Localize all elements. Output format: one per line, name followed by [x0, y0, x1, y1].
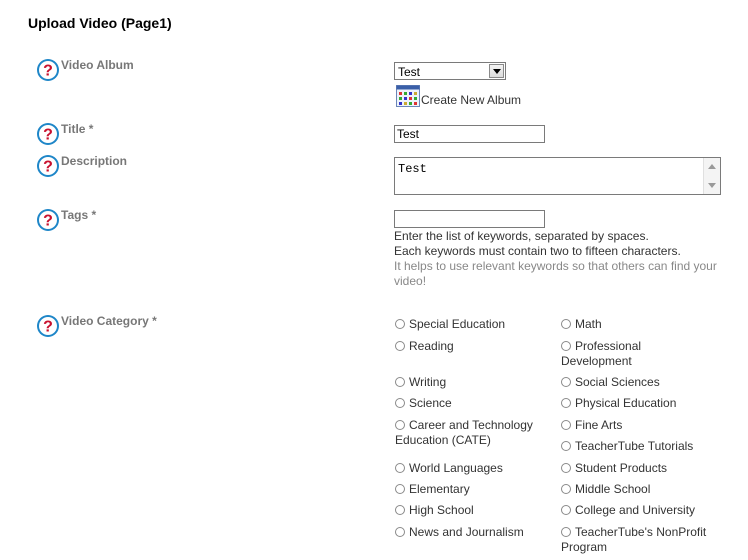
category-option[interactable]	[395, 461, 555, 476]
chevron-down-icon[interactable]	[489, 64, 504, 78]
category-option-label: Education (CATE)	[395, 433, 491, 447]
category-option-label: World Languages	[409, 461, 503, 475]
category-option[interactable]	[395, 503, 555, 518]
tags-hint-4: video!	[394, 274, 427, 288]
svg-text:?: ?	[43, 158, 53, 176]
radio-button[interactable]	[395, 319, 405, 329]
radio-button[interactable]	[561, 398, 571, 408]
tags-input[interactable]	[394, 210, 545, 228]
video-category-label: Video Category *	[61, 314, 157, 328]
description-textarea[interactable]	[394, 157, 721, 195]
svg-text:?: ?	[43, 62, 53, 80]
video-album-value: Test	[398, 65, 421, 79]
help-question-icon[interactable]	[36, 154, 60, 178]
category-option[interactable]	[395, 317, 555, 332]
category-option-label: Math	[575, 317, 602, 331]
category-option-label: News and Journalism	[409, 525, 524, 539]
radio-button[interactable]	[395, 377, 405, 387]
svg-text:?: ?	[43, 212, 53, 230]
radio-button[interactable]	[561, 484, 571, 494]
create-new-album-label: Create New Album	[421, 93, 522, 107]
textarea-scrollbar[interactable]	[703, 158, 720, 194]
category-option-label: High School	[409, 503, 474, 517]
tags-label: Tags *	[61, 208, 97, 222]
scroll-down-icon[interactable]	[708, 183, 716, 188]
category-option[interactable]	[561, 317, 721, 332]
category-option[interactable]	[561, 503, 721, 518]
category-option[interactable]	[395, 339, 555, 354]
category-option[interactable]	[395, 396, 555, 411]
help-question-icon[interactable]	[36, 122, 60, 146]
video-album-select[interactable]	[394, 62, 506, 80]
tags-hint-1: Enter the list of keywords, separated by spaces.	[394, 229, 649, 243]
category-option[interactable]	[395, 375, 555, 390]
radio-button[interactable]	[561, 505, 571, 515]
category-option[interactable]	[561, 396, 721, 411]
radio-button[interactable]	[561, 463, 571, 473]
category-option[interactable]	[561, 482, 721, 497]
category-option[interactable]	[561, 461, 721, 476]
category-option-label: Reading	[409, 339, 454, 353]
create-new-album-link[interactable]	[396, 85, 521, 107]
category-option[interactable]	[561, 525, 721, 555]
category-option[interactable]	[395, 525, 555, 540]
category-option[interactable]	[561, 339, 721, 369]
category-option-label: Writing	[409, 375, 447, 389]
category-option-label: Program	[561, 540, 608, 554]
title-input[interactable]: Test	[394, 125, 545, 143]
category-option-label: Social Sciences	[575, 375, 660, 389]
category-option-label: Professional	[575, 339, 642, 353]
category-option-label: Student Products	[575, 461, 668, 475]
category-option[interactable]	[395, 418, 555, 448]
category-option-label: Middle School	[575, 482, 651, 496]
video-album-label: Video Album	[61, 58, 134, 72]
category-option-label: Development	[561, 354, 632, 368]
category-option-label: Career and Technology	[409, 418, 533, 432]
radio-button[interactable]	[395, 341, 405, 351]
help-question-icon[interactable]	[36, 208, 60, 232]
category-option[interactable]	[561, 375, 721, 390]
category-option-label: TeacherTube Tutorials	[575, 439, 694, 453]
page-title: Upload Video (Page1)	[28, 15, 172, 31]
category-option-label: College and University	[575, 503, 696, 517]
radio-button[interactable]	[561, 341, 571, 351]
scroll-up-icon[interactable]	[708, 164, 716, 169]
description-value: Test	[398, 162, 427, 176]
category-option-label: Physical Education	[575, 396, 677, 410]
svg-text:?: ?	[43, 318, 53, 336]
tags-hint-2: Each keywords must contain two to fifteen characters.	[394, 244, 681, 258]
category-option[interactable]	[561, 439, 721, 454]
description-label: Description	[61, 154, 128, 168]
radio-button[interactable]	[561, 377, 571, 387]
title-label: Title *	[61, 122, 94, 136]
radio-button[interactable]	[561, 319, 571, 329]
category-option-label: Special Education	[409, 317, 506, 331]
radio-button[interactable]	[395, 484, 405, 494]
radio-button[interactable]	[395, 527, 405, 537]
help-question-icon[interactable]	[36, 314, 60, 338]
radio-button[interactable]	[395, 463, 405, 473]
category-option[interactable]	[561, 418, 721, 433]
svg-text:?: ?	[43, 126, 53, 144]
tags-hint-3: It helps to use relevant keywords so that others can find your	[394, 259, 717, 273]
category-option-label: Fine Arts	[575, 418, 623, 432]
radio-button[interactable]	[395, 420, 405, 430]
category-option[interactable]	[395, 482, 555, 497]
radio-button[interactable]	[561, 420, 571, 430]
calendar-grid-icon	[396, 85, 420, 107]
category-option-label: TeacherTube's NonProfit	[575, 525, 707, 539]
radio-button[interactable]	[561, 527, 571, 537]
radio-button[interactable]	[395, 505, 405, 515]
radio-button[interactable]	[561, 441, 571, 451]
help-question-icon[interactable]	[36, 58, 60, 82]
category-option-label: Elementary	[409, 482, 470, 496]
category-option-label: Science	[409, 396, 452, 410]
radio-button[interactable]	[395, 398, 405, 408]
